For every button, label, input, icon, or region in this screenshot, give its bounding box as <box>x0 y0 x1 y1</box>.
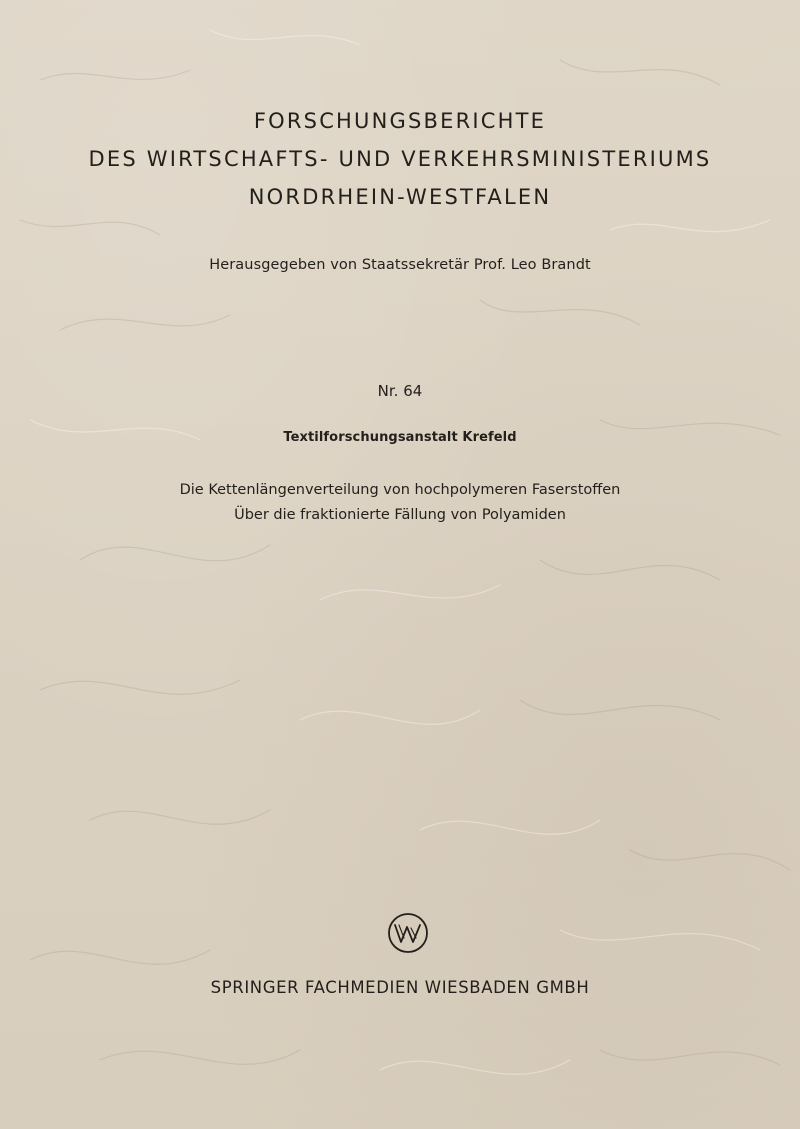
issue-number: Nr. 64 <box>377 382 423 400</box>
book-title-line-2: Über die fraktionierte Fällung von Polyamiden <box>234 507 566 523</box>
book-title-line-1: Die Kettenlängenverteilung von hochpolymeren Faserstoffen <box>179 482 621 498</box>
publisher-monogram-icon <box>387 912 429 954</box>
series-title-line-3: NORDRHEIN-WESTFALEN <box>248 185 552 209</box>
series-title-line-1: FORSCHUNGSBERICHTE <box>253 109 547 133</box>
publisher-name: SPRINGER FACHMEDIEN WIESBADEN GMBH <box>210 978 590 997</box>
institute-name: Textilforschungsanstalt Krefeld <box>283 430 517 445</box>
editor-credit: Herausgegeben von Staatssekretär Prof. Leo Brandt <box>209 257 591 273</box>
series-title-line-2: DES WIRTSCHAFTS- UND VERKEHRSMINISTERIUMS <box>88 147 712 171</box>
